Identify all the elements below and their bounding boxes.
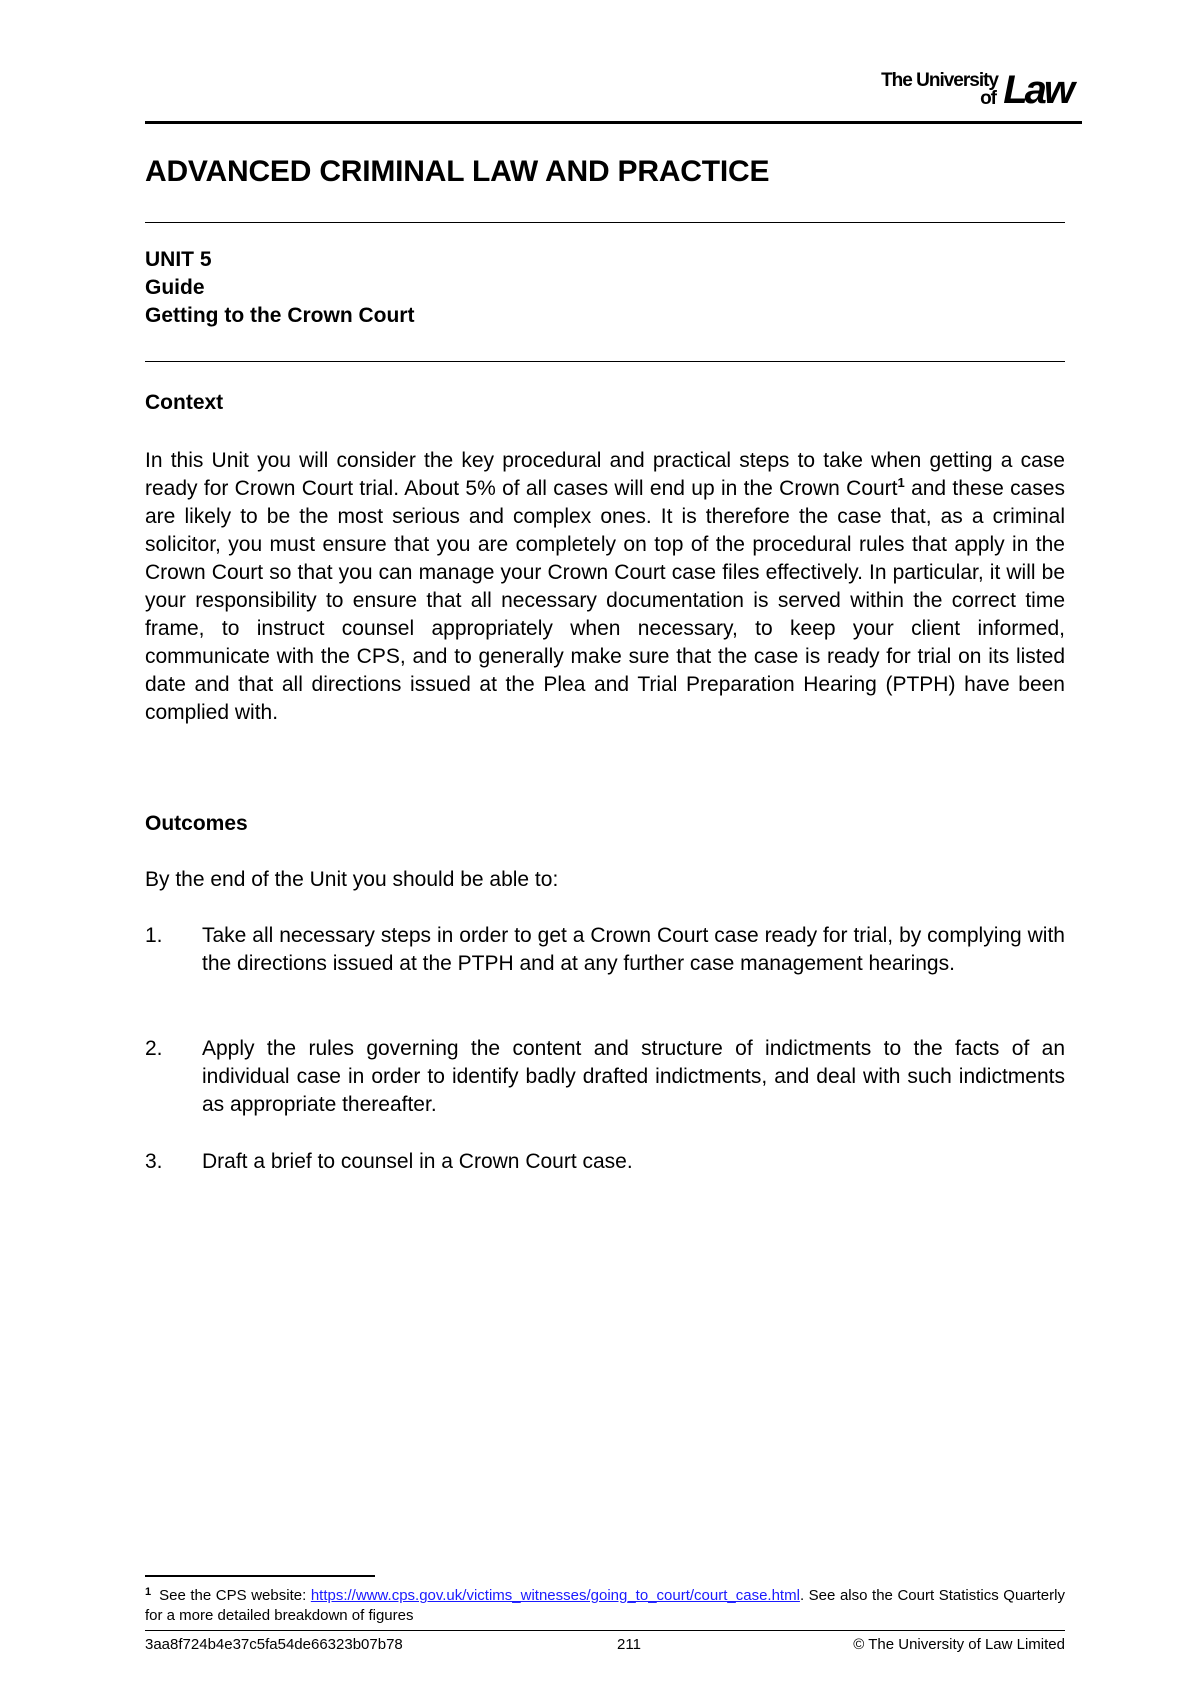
header-rule <box>145 121 1082 124</box>
footnote-reference[interactable]: 1 <box>897 475 905 490</box>
list-item-number: 2. <box>145 1037 163 1060</box>
unit-type: Guide <box>145 276 205 299</box>
context-paragraph <box>145 447 1065 727</box>
footnote-separator <box>145 1575 375 1577</box>
logo-line-1: The University <box>881 70 998 91</box>
unit-number: UNIT 5 <box>145 248 212 271</box>
context-heading: Context <box>145 391 224 414</box>
logo-line-3: Law <box>1003 68 1072 112</box>
university-logo <box>866 66 1072 112</box>
outcomes-intro: By the end of the Unit you should be able to: <box>145 868 559 891</box>
footnote-prefix: See the CPS website: <box>159 1587 311 1604</box>
list-item-text: Draft a brief to counsel in a Crown Court case. <box>202 1150 633 1173</box>
footnote-suffix: . See also the Court Statistics Quarterly for a more detailed breakdown of figures <box>145 1587 1065 1624</box>
footnote-marker: 1 <box>145 1586 152 1598</box>
page-number: 211 <box>617 1636 641 1653</box>
context-text-before: In this Unit you will consider the key procedural and practical steps to take when getting a case ready for Crown Court trial. About 5% of all cases will end up in the Crown Court <box>145 449 1065 500</box>
list-item-number: 3. <box>145 1150 163 1173</box>
page-title: ADVANCED CRIMINAL LAW AND PRACTICE <box>145 155 770 188</box>
title-divider <box>145 222 1065 223</box>
unit-divider <box>145 361 1065 362</box>
outcomes-heading: Outcomes <box>145 812 248 835</box>
cps-website-link[interactable]: https://www.cps.gov.uk/victims_witnesses/going_to_court/court_case.html <box>310 1587 800 1604</box>
logo-line-2: of <box>980 88 996 109</box>
footnote <box>145 1586 1065 1626</box>
unit-name: Getting to the Crown Court <box>145 304 415 327</box>
copyright-notice: © The University of Law Limited <box>853 1636 1065 1653</box>
context-text-after: and these cases are likely to be the most serious and complex ones. It is therefore the case that, as a criminal solicitor, you must ensure that you are completely on top of the procedural rules that apply in the Crown Court so that you can manage your Crown Court case files effectively. In particular, it will be your responsibility to ensure that all necessary documentation is served within the correct time frame, to instruct counsel appropriately when necessary, to keep your client informed, communicate with the CPS, and to generally make sure that the case is ready for trial on its listed date and that all directions issued at the Plea and Trial Preparation Hearing (PTPH) have been complied with. <box>145 477 1065 724</box>
list-item-number: 1. <box>145 924 163 947</box>
list-item-text: Take all necessary steps in order to get a Crown Court case ready for trial, by complying with the directions issued at the PTPH and at any further case management hearings. <box>202 924 1065 975</box>
list-item-text: Apply the rules governing the content and structure of indictments to the facts of an individual case in order to identify badly drafted indictments, and deal with such indictments as appropriate thereafter. <box>202 1037 1065 1116</box>
footer-rule <box>145 1630 1065 1631</box>
document-id: 3aa8f724b4e37c5fa54de66323b07b78 <box>145 1636 403 1653</box>
